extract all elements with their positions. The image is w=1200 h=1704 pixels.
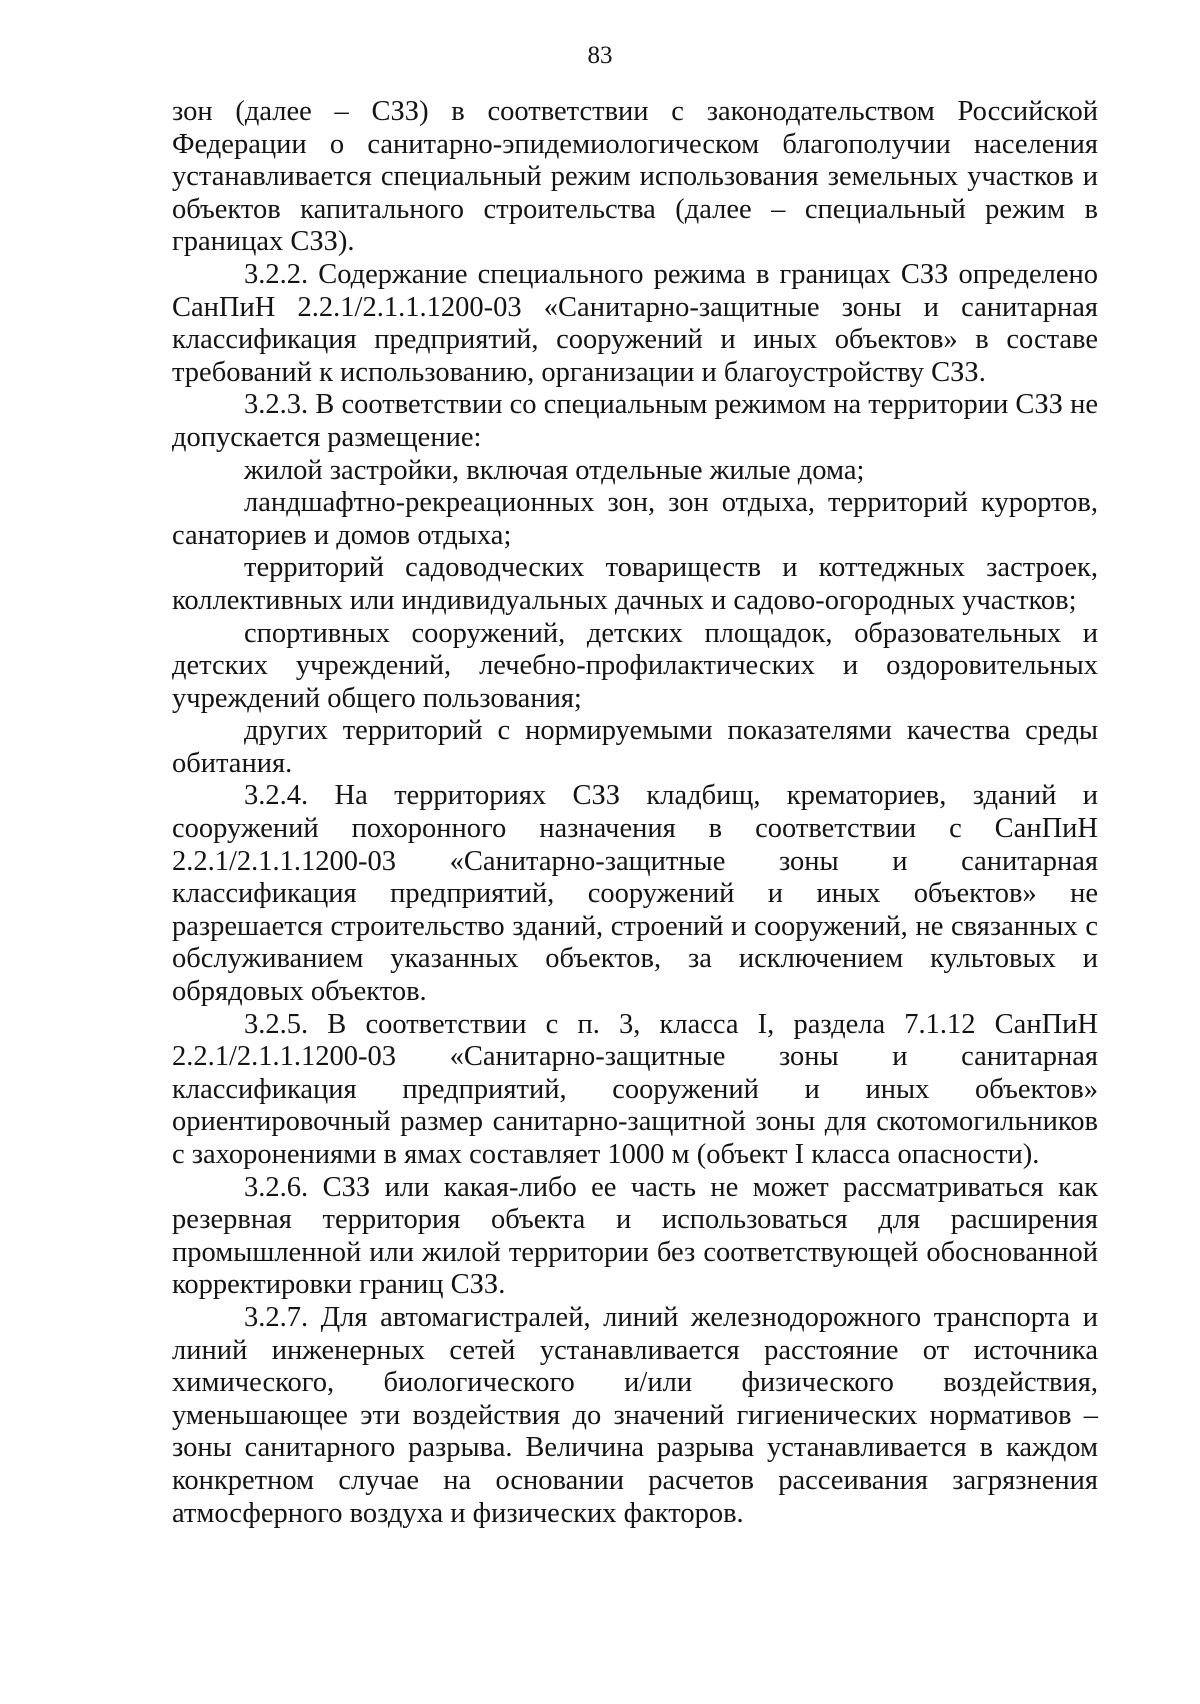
paragraph-3-2-7: 3.2.7. Для автомагистралей, линий железнодорожного транспорта и линий инженерных сетей устанавливается расстояние от источника химического, биологического и/или физического воздействия, уменьшающее эти воздействия до значений гигиенических нормативов – зоны санитарного разрыва. Величина разрыва устанавливается в каждом конкретном случае на основании расчетов рассеивания загрязнения атмосферного воздуха и физических факторов. bbox=[172, 1301, 1098, 1529]
paragraph-3-2-2: 3.2.2. Содержание специального режима в границах СЗЗ определено СанПиН 2.2.1/2.1.1.1200-03 «Санитарно-защитные зоны и санитарная классификация предприятий, сооружений и иных объектов» в составе требований к использованию, организации и благоустройству СЗЗ. bbox=[172, 258, 1098, 388]
body-text bbox=[172, 96, 1098, 1530]
paragraph-3-2-3: 3.2.3. В соответствии со специальным режимом на территории СЗЗ не допускается размещение: bbox=[172, 389, 1098, 453]
paragraph-3-2-6: 3.2.6. СЗЗ или какая-либо ее часть не может рассматриваться как резервная территория объекта и использоваться для расширения промышленной или жилой территории без соответствующей обоснованной корректировки границ СЗЗ. bbox=[172, 1171, 1098, 1301]
paragraph-3-2-5: 3.2.5. В соответствии с п. 3, класса I, раздела 7.1.12 СанПиН 2.2.1/2.1.1.1200-03 «Санитарно-защитные зоны и санитарная классификация предприятий, сооружений и иных объектов» ориентировочный размер санитарно-защитной зоны для скотомогильников с захоронениями в ямах составляет 1000 м (объект I класса опасности). bbox=[172, 1008, 1098, 1170]
list-item-garden: территорий садоводческих товариществ и коттеджных застроек, коллективных или индивидуальных дачных и садово-огородных участков; bbox=[172, 552, 1098, 616]
paragraph-szz-intro: зон (далее – СЗЗ) в соответствии с законодательством Российской Федерации о санитарно-эпидемиологическом благополучии населения устанавливается специальный режим использования земельных участков и объектов капитального строительства (далее – специальный режим в границах СЗЗ). bbox=[172, 96, 1098, 258]
list-item-sports: спортивных сооружений, детских площадок, образовательных и детских учреждений, лечебно-профилактических и оздоровительных учреждений общего пользования; bbox=[172, 617, 1098, 714]
page-number: 83 bbox=[587, 42, 613, 69]
paragraph-3-2-4: 3.2.4. На территориях СЗЗ кладбищ, крематориев, зданий и сооружений похоронного назначения в соответствии с СанПиН 2.2.1/2.1.1.1200-03 «Санитарно-защитные зоны и санитарная классификация предприятий, сооружений и иных объектов» не разрешается строительство зданий, строений и сооружений, не связанных с обслуживанием указанных объектов, за исключением культовых и обрядовых объектов. bbox=[172, 780, 1098, 1008]
list-item-recreational: ландшафтно-рекреационных зон, зон отдыха, территорий курортов, санаториев и домов отдыха; bbox=[172, 487, 1098, 551]
list-item-residential: жилой застройки, включая отдельные жилые дома; bbox=[244, 454, 865, 486]
list-item-other: других территорий с нормируемыми показателями качества среды обитания. bbox=[172, 715, 1098, 779]
